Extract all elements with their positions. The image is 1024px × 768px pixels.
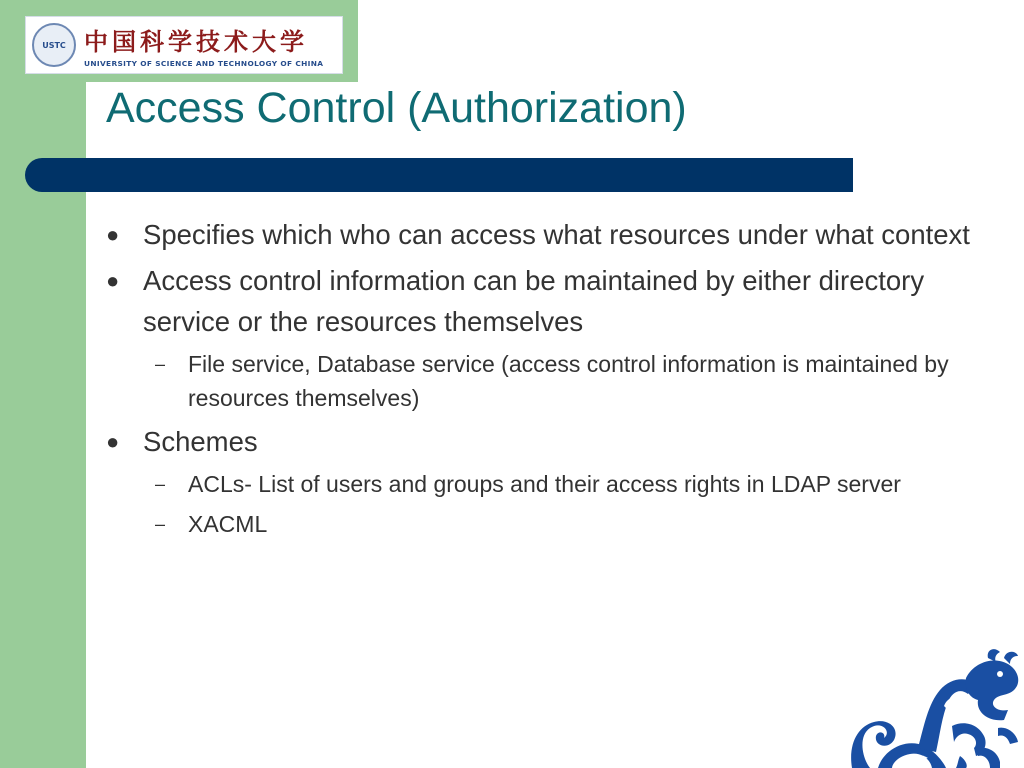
- bullet-dot-icon: ●: [106, 222, 120, 247]
- bullet-list: [106, 214, 986, 547]
- left-stripe: [0, 0, 86, 768]
- university-seal-icon: [32, 23, 76, 67]
- sub-bullet-item: [106, 347, 986, 415]
- seal-text: USTC: [42, 40, 66, 50]
- dash-bullet-icon: –: [155, 354, 166, 374]
- bullet-item: [106, 260, 986, 342]
- dragon-emblem-icon: [848, 648, 1024, 768]
- dash-bullet-icon: –: [155, 474, 166, 494]
- sub-bullet-text: ACLs- List of users and groups and their access rights in LDAP server: [188, 471, 901, 497]
- bullet-item: [106, 214, 986, 255]
- bullet-text: Specifies which who can access what resources under what context: [143, 219, 970, 250]
- sub-bullet-item: [106, 467, 986, 501]
- logo-english-name: UNIVERSITY OF SCIENCE AND TECHNOLOGY OF CHINA: [84, 59, 324, 68]
- bullet-dot-icon: ●: [106, 268, 120, 293]
- slide-title: Access Control (Authorization): [106, 84, 687, 132]
- logo-chinese-name: 中国科学技术大学: [84, 27, 308, 56]
- sub-bullet-item: [106, 507, 986, 541]
- dash-bullet-icon: –: [155, 514, 166, 534]
- bullet-text: Access control information can be maintained by either directory service or the resources themselves: [143, 265, 925, 337]
- title-underline-bar: [25, 158, 853, 192]
- sub-bullet-text: XACML: [188, 511, 268, 537]
- university-logo: [25, 16, 343, 74]
- bullet-dot-icon: ●: [106, 429, 120, 454]
- sub-bullet-text: File service, Database service (access control information is maintained by resources themselves): [188, 351, 949, 411]
- bullet-item: [106, 421, 986, 462]
- bullet-text: Schemes: [143, 426, 258, 457]
